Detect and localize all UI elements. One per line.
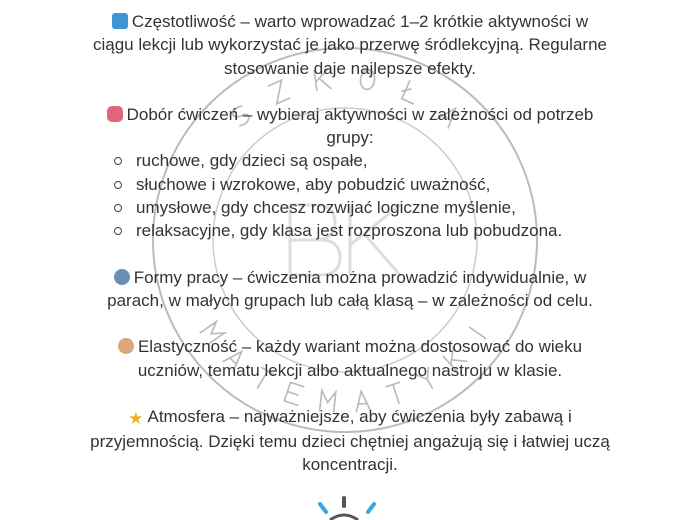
refresh-icon xyxy=(112,13,128,29)
people-icon xyxy=(114,269,130,285)
list-item: umysłowe, gdy chcesz rozwijać logiczne myślenie, xyxy=(112,196,610,219)
section-frequency xyxy=(90,10,610,80)
section-text: Formy pracy – ćwiczenia można prowadzić indywidualnie, w parach, w małych grupach lub całą klasą – w zależności od celu. xyxy=(107,267,593,310)
star-icon: ★ xyxy=(128,408,144,428)
list-item: relaksacyjne, gdy klasa jest rozproszona lub pobudzona. xyxy=(112,219,610,242)
section-text: Atmosfera – najważniejsze, aby ćwiczenia były zabawą i przyjemnością. Dzięki temu dzieci chętniej angażują się i łatwiej uczą koncentracji. xyxy=(90,406,610,475)
section-flexibility xyxy=(90,335,610,382)
lightbulb-icon xyxy=(300,492,400,520)
list-item: ruchowe, gdy dzieci są ospałe, xyxy=(112,149,610,172)
exercise-type-list xyxy=(90,149,610,242)
section-text: Częstotliwość – warto wprowadzać 1–2 krótkie aktywności w ciągu lekcji lub wykorzystać je jako przerwę śródlekcyjną. Regularne stosowanie daje najlepsze efekty. xyxy=(92,12,607,78)
list-item: słuchowe i wzrokowe, aby pobudzić uważność, xyxy=(112,173,610,196)
section-text: Dobór ćwiczeń – wybieraj aktywności w zależności od potrzeb grupy: xyxy=(126,104,594,148)
section-text: Elastyczność – każdy wariant można dostosować do wieku uczniów, tematu lekcji albo aktualnego nastroju w klasie. xyxy=(137,337,583,380)
palette-icon xyxy=(118,338,134,354)
tips-list xyxy=(90,10,610,500)
section-exercise-choice xyxy=(90,103,610,243)
section-work-forms xyxy=(90,266,610,313)
section-atmosphere xyxy=(90,405,610,477)
dice-icon xyxy=(107,106,123,122)
